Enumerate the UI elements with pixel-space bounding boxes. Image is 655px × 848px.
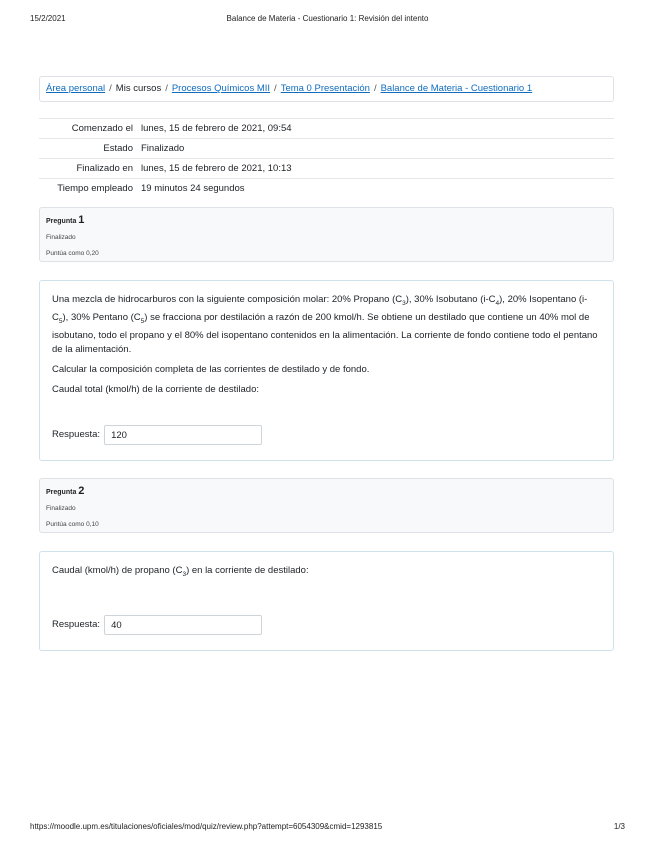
summary-label: Finalizado en xyxy=(39,159,137,179)
breadcrumb-separator: / xyxy=(373,83,377,94)
question-prefix: Pregunta xyxy=(46,489,77,496)
breadcrumb-separator: / xyxy=(109,83,112,94)
breadcrumb xyxy=(39,76,614,102)
breadcrumb-section[interactable]: Tema 0 Presentación xyxy=(280,83,370,94)
answer-input[interactable] xyxy=(104,615,262,635)
breadcrumb-area-personal[interactable]: Área personal xyxy=(46,83,106,94)
answer-input[interactable] xyxy=(104,425,262,445)
question-number xyxy=(46,212,607,230)
question-prefix: Pregunta xyxy=(46,218,77,225)
question-text-part: ), 30% Pentano (C xyxy=(62,311,141,323)
subscript: 3 xyxy=(182,570,187,578)
question-text-part: Una mezcla de hidrocarburos con la siguiente composición molar: 20% Propano (C xyxy=(52,294,403,305)
question-text-part: Caudal (kmol/h) de propano (C xyxy=(52,565,183,576)
question-text-part: ) en la corriente de destilado: xyxy=(186,565,309,576)
answer-label: Respuesta: xyxy=(52,619,101,630)
print-title: Balance de Materia - Cuestionario 1: Revisión del intento xyxy=(226,14,429,23)
answer-label: Respuesta: xyxy=(52,429,101,440)
question-text xyxy=(52,293,601,357)
summary-value: 19 minutos 24 segundos xyxy=(137,179,614,199)
summary-row xyxy=(39,139,614,159)
summary-row xyxy=(39,159,614,179)
print-footer xyxy=(30,822,625,834)
question-1-content xyxy=(39,280,614,461)
question-number-value: 1 xyxy=(78,214,85,226)
summary-label: Tiempo empleado xyxy=(39,179,137,199)
question-text-part: ), 30% Isobutano (i-C xyxy=(405,294,496,305)
breadcrumb-separator: / xyxy=(165,83,168,94)
print-url: https://moodle.upm.es/titulaciones/oficiales/mod/quiz/review.php?attempt=6054309&cmid=1293815 xyxy=(30,822,383,831)
answer-row xyxy=(52,425,262,445)
question-1-info xyxy=(39,207,614,262)
subscript: 5 xyxy=(140,317,145,325)
summary-value: Finalizado xyxy=(137,139,614,159)
summary-row xyxy=(39,179,614,199)
summary-label: Comenzado el xyxy=(39,119,137,139)
summary-value: lunes, 15 de febrero de 2021, 10:13 xyxy=(137,159,614,179)
breadcrumb-separator: / xyxy=(274,83,277,94)
question-2-content xyxy=(39,551,614,651)
question-text-part: ) se fracciona por destilación a razón de 200 kmol/h. Se obtiene un destilado que contiene un 40% mol de isobutano, todo el propano y el 80% del isopentano contenidos en la alimentación. La corriente de fondo contiene todo el pentano de la alimentación. xyxy=(52,311,598,355)
subscript: 3 xyxy=(402,299,406,307)
page-counter: 1/3 xyxy=(613,822,625,831)
breadcrumb-course[interactable]: Procesos Químicos MII xyxy=(171,83,271,94)
print-header xyxy=(30,14,625,26)
question-grade: Puntúa como 0,20 xyxy=(46,250,99,257)
question-text-part: ), 20% Isopentano (i-C xyxy=(52,294,588,323)
question-number-value: 2 xyxy=(78,485,85,497)
print-date: 15/2/2021 xyxy=(30,14,66,23)
subscript: 5 xyxy=(58,317,63,325)
summary-row xyxy=(39,119,614,139)
question-2-info xyxy=(39,478,614,533)
summary-value: lunes, 15 de febrero de 2021, 09:54 xyxy=(137,119,614,139)
question-instruction: Calcular la composición completa de las corrientes de destilado y de fondo. xyxy=(52,363,370,375)
question-state: Finalizado xyxy=(46,234,76,241)
question-grade: Puntúa como 0,10 xyxy=(46,521,99,528)
attempt-summary-table xyxy=(39,118,614,198)
summary-label: Estado xyxy=(39,139,137,159)
subscript: 4 xyxy=(495,299,500,307)
breadcrumb-mis-cursos: Mis cursos xyxy=(115,83,162,94)
question-prompt xyxy=(52,564,601,582)
question-number xyxy=(46,483,607,501)
breadcrumb-quiz[interactable]: Balance de Materia - Cuestionario 1 xyxy=(380,83,533,94)
answer-row xyxy=(52,615,262,635)
question-state: Finalizado xyxy=(46,505,76,512)
question-prompt: Caudal total (kmol/h) de la corriente de destilado: xyxy=(52,383,260,395)
